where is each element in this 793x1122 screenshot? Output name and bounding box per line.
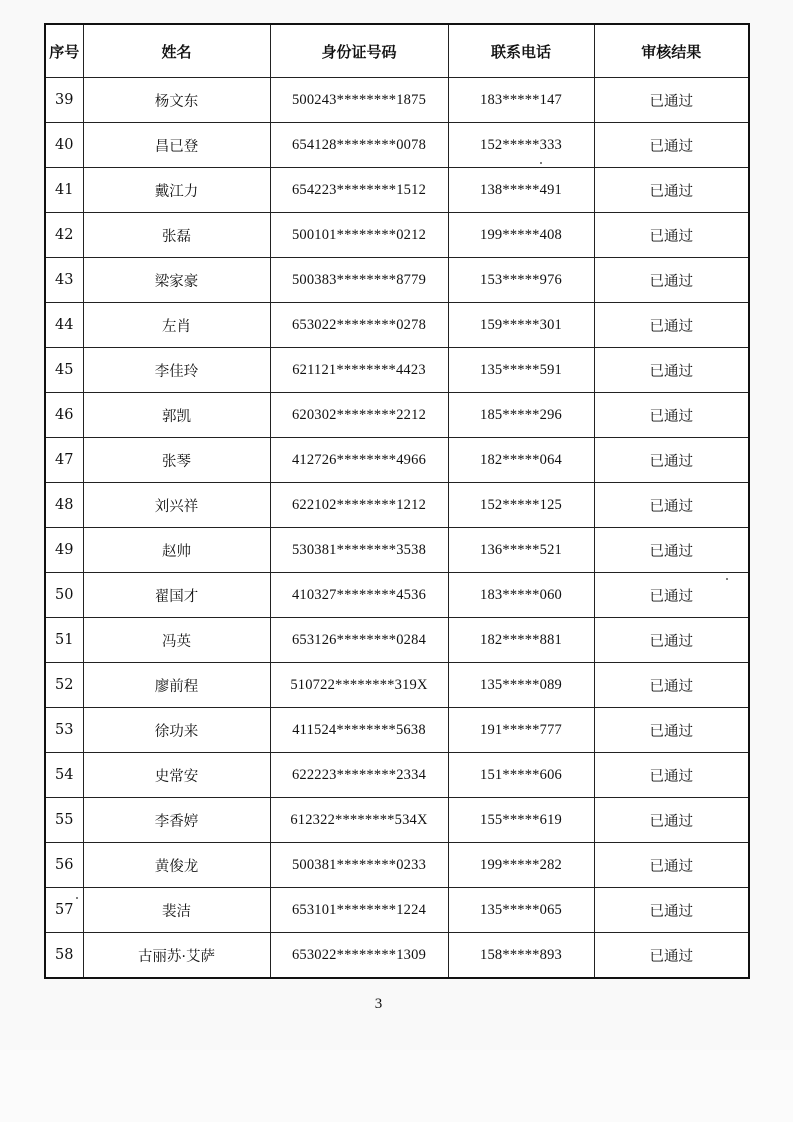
cell-result: 已通过 [594,708,749,753]
cell-result: 已通过 [594,528,749,573]
cell-phone: 185*****296 [448,393,594,438]
cell-id-number: 654128********0078 [270,123,448,168]
cell-name: 刘兴祥 [83,483,270,528]
cell-seq: 45 [45,348,83,393]
table-row [45,393,749,438]
cell-seq: 47 [45,438,83,483]
cell-phone: 135*****089 [448,663,594,708]
cell-id-number: 612322********534X [270,798,448,843]
cell-id-number: 500383********8779 [270,258,448,303]
cell-phone: 151*****606 [448,753,594,798]
cell-seq: 58 [45,933,83,979]
cell-result: 已通过 [594,213,749,258]
table-row [45,663,749,708]
cell-seq: 40 [45,123,83,168]
table-row [45,888,749,933]
header-id-number: 身份证号码 [270,24,448,78]
table-row [45,303,749,348]
header-name: 姓名 [83,24,270,78]
table-row [45,798,749,843]
cell-seq: 54 [45,753,83,798]
cell-phone: 155*****619 [448,798,594,843]
cell-phone: 182*****064 [448,438,594,483]
cell-phone: 158*****893 [448,933,594,979]
cell-name: 裴洁 [83,888,270,933]
cell-phone: 183*****147 [448,78,594,123]
table-row [45,843,749,888]
cell-seq: 55 [45,798,83,843]
cell-id-number: 653022********0278 [270,303,448,348]
cell-seq: 52 [45,663,83,708]
cell-result: 已通过 [594,933,749,979]
cell-phone: 138*****491 [448,168,594,213]
cell-result: 已通过 [594,78,749,123]
table-row [45,708,749,753]
cell-phone: 136*****521 [448,528,594,573]
cell-seq: 42 [45,213,83,258]
table-row [45,213,749,258]
table-row [45,78,749,123]
cell-id-number: 411524********5638 [270,708,448,753]
table-row [45,123,749,168]
cell-id-number: 500381********0233 [270,843,448,888]
approval-list-table [44,23,750,979]
table-row [45,753,749,798]
cell-phone: 152*****125 [448,483,594,528]
cell-id-number: 653022********1309 [270,933,448,979]
cell-id-number: 653126********0284 [270,618,448,663]
cell-seq: 39 [45,78,83,123]
cell-name: 古丽苏·艾萨 [83,933,270,979]
cell-seq: 50 [45,573,83,618]
cell-id-number: 530381********3538 [270,528,448,573]
cell-phone: 153*****976 [448,258,594,303]
cell-result: 已通过 [594,618,749,663]
cell-seq: 43 [45,258,83,303]
cell-result: 已通过 [594,123,749,168]
cell-name: 黄俊龙 [83,843,270,888]
cell-name: 张磊 [83,213,270,258]
cell-name: 冯英 [83,618,270,663]
cell-name: 李香婷 [83,798,270,843]
cell-id-number: 412726********4966 [270,438,448,483]
table-body [45,78,749,979]
table-header-row [45,24,749,78]
table-row [45,438,749,483]
cell-id-number: 654223********1512 [270,168,448,213]
scan-speck [726,578,728,580]
table-row [45,933,749,979]
table-row [45,168,749,213]
cell-phone: 159*****301 [448,303,594,348]
cell-result: 已通过 [594,258,749,303]
scan-speck [540,162,542,164]
cell-id-number: 510722********319X [270,663,448,708]
cell-phone: 135*****591 [448,348,594,393]
cell-id-number: 410327********4536 [270,573,448,618]
cell-result: 已通过 [594,573,749,618]
cell-phone: 199*****282 [448,843,594,888]
cell-seq: 46 [45,393,83,438]
cell-name: 史常安 [83,753,270,798]
cell-name: 左肖 [83,303,270,348]
cell-phone: 191*****777 [448,708,594,753]
cell-id-number: 622102********1212 [270,483,448,528]
cell-id-number: 500243********1875 [270,78,448,123]
cell-seq: 57 [45,888,83,933]
table-row [45,528,749,573]
cell-name: 郭凯 [83,393,270,438]
header-phone: 联系电话 [448,24,594,78]
cell-id-number: 621121********4423 [270,348,448,393]
cell-result: 已通过 [594,348,749,393]
cell-id-number: 622223********2334 [270,753,448,798]
cell-phone: 183*****060 [448,573,594,618]
cell-result: 已通过 [594,843,749,888]
header-seq: 序号 [45,24,83,78]
cell-result: 已通过 [594,303,749,348]
table-row [45,483,749,528]
cell-phone: 152*****333 [448,123,594,168]
cell-name: 廖前程 [83,663,270,708]
table-row [45,258,749,303]
table-row [45,573,749,618]
cell-id-number: 620302********2212 [270,393,448,438]
table-row [45,348,749,393]
cell-name: 杨文东 [83,78,270,123]
cell-result: 已通过 [594,663,749,708]
scan-speck [76,897,78,899]
cell-id-number: 653101********1224 [270,888,448,933]
cell-id-number: 500101********0212 [270,213,448,258]
cell-seq: 53 [45,708,83,753]
cell-seq: 49 [45,528,83,573]
header-result: 审核结果 [594,24,749,78]
cell-seq: 41 [45,168,83,213]
cell-seq: 44 [45,303,83,348]
cell-name: 张琴 [83,438,270,483]
cell-result: 已通过 [594,888,749,933]
cell-result: 已通过 [594,168,749,213]
cell-result: 已通过 [594,753,749,798]
cell-phone: 199*****408 [448,213,594,258]
cell-name: 李佳玲 [83,348,270,393]
cell-seq: 51 [45,618,83,663]
cell-phone: 135*****065 [448,888,594,933]
cell-seq: 56 [45,843,83,888]
cell-name: 徐功来 [83,708,270,753]
cell-name: 翟国才 [83,573,270,618]
cell-name: 昌已登 [83,123,270,168]
cell-name: 赵帅 [83,528,270,573]
table-row [45,618,749,663]
cell-name: 戴江力 [83,168,270,213]
cell-result: 已通过 [594,393,749,438]
cell-result: 已通过 [594,438,749,483]
cell-result: 已通过 [594,798,749,843]
cell-phone: 182*****881 [448,618,594,663]
page-number: 3 [374,996,383,1012]
cell-result: 已通过 [594,483,749,528]
cell-seq: 48 [45,483,83,528]
cell-name: 梁家豪 [83,258,270,303]
